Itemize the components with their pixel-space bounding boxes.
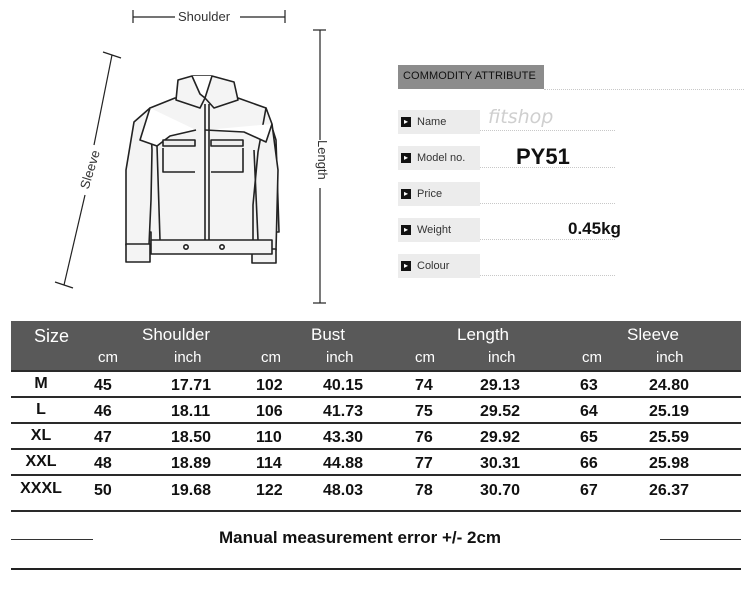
shoulder-label: Shoulder bbox=[178, 9, 231, 24]
measurement-cell: 25.98 bbox=[649, 455, 690, 472]
group-header-sleeve: Sleeve bbox=[627, 325, 679, 344]
measurement-cell: 67 bbox=[580, 482, 598, 499]
measurement-cell: 122 bbox=[256, 482, 283, 499]
chevron-right-icon: ▸ bbox=[401, 189, 411, 199]
table-rule bbox=[11, 396, 741, 398]
sleeve-label: Sleeve bbox=[76, 148, 103, 191]
measurement-cell: 19.68 bbox=[171, 482, 212, 499]
measurement-cell: 18.89 bbox=[171, 455, 212, 472]
measurement-cell: 74 bbox=[415, 377, 433, 394]
table-rule bbox=[11, 510, 741, 512]
measurement-cell: 64 bbox=[580, 403, 598, 420]
size-table-header bbox=[11, 321, 741, 370]
chevron-right-icon: ▸ bbox=[401, 225, 411, 235]
measurement-cell: 45 bbox=[94, 377, 112, 394]
unit-cm: cm bbox=[415, 349, 435, 366]
measurement-cell: 76 bbox=[415, 429, 433, 446]
unit-cm: cm bbox=[261, 349, 281, 366]
attribute-header-text: COMMODITY ATTRIBUTE bbox=[403, 70, 536, 82]
measurement-cell: 17.71 bbox=[171, 377, 212, 394]
measurement-cell: 75 bbox=[415, 403, 433, 420]
attribute-label: Name bbox=[417, 116, 447, 128]
measurement-cell: 106 bbox=[256, 403, 283, 420]
size-cell: XL bbox=[30, 427, 52, 444]
measurement-cell: 29.52 bbox=[480, 403, 521, 420]
measurement-cell: 30.70 bbox=[480, 482, 521, 499]
chevron-right-icon: ▸ bbox=[401, 153, 411, 163]
measurement-note: Manual measurement error +/- 2cm bbox=[218, 528, 502, 547]
measurement-cell: 18.11 bbox=[171, 403, 211, 420]
measurement-cell: 66 bbox=[580, 455, 598, 472]
brand-logo: fitshop bbox=[488, 106, 554, 128]
table-rule bbox=[11, 370, 741, 372]
measurement-cell: 25.19 bbox=[649, 403, 690, 420]
measurement-cell: 102 bbox=[256, 377, 283, 394]
attribute-label: Model no. bbox=[417, 152, 466, 164]
attribute-row-price bbox=[398, 182, 480, 206]
measurement-cell: 78 bbox=[415, 482, 433, 499]
measurement-cell: 40.15 bbox=[323, 377, 364, 394]
measurement-cell: 63 bbox=[580, 377, 598, 394]
group-header-length: Length bbox=[457, 325, 509, 344]
note-rule-right bbox=[660, 539, 741, 540]
attribute-row-weight bbox=[398, 218, 480, 242]
measurement-cell: 43.30 bbox=[323, 429, 364, 446]
bottom-rule bbox=[11, 568, 741, 570]
measurement-cell: 41.73 bbox=[323, 403, 364, 420]
attribute-row-name bbox=[398, 110, 480, 134]
note-rule-left bbox=[11, 539, 93, 540]
measurement-cell: 47 bbox=[94, 429, 112, 446]
measurement-cell: 65 bbox=[580, 429, 598, 446]
measurement-cell: 24.80 bbox=[649, 377, 690, 394]
measurement-cell: 48.03 bbox=[323, 482, 364, 499]
measurement-cell: 18.50 bbox=[171, 429, 212, 446]
unit-inch: inch bbox=[174, 349, 202, 366]
measurement-cell: 46 bbox=[94, 403, 112, 420]
length-label: Length bbox=[315, 140, 330, 180]
group-header-shoulder: Shoulder bbox=[142, 325, 211, 344]
measurement-cell: 26.37 bbox=[649, 482, 690, 499]
attribute-divider bbox=[480, 239, 615, 240]
measurement-cell: 110 bbox=[256, 429, 282, 446]
attribute-row-colour bbox=[398, 254, 480, 278]
measurement-cell: 77 bbox=[415, 455, 433, 472]
chevron-right-icon: ▸ bbox=[401, 117, 411, 127]
measurement-cell: 48 bbox=[94, 455, 112, 472]
size-cell: L bbox=[36, 401, 46, 418]
group-header-bust: Bust bbox=[311, 325, 346, 344]
attribute-divider bbox=[480, 203, 615, 204]
measurement-cell: 29.13 bbox=[480, 377, 521, 394]
attribute-divider bbox=[544, 89, 744, 90]
measurement-cell: 25.59 bbox=[649, 429, 690, 446]
attribute-label: Weight bbox=[417, 224, 452, 236]
table-rule bbox=[11, 422, 741, 424]
measurement-cell: 30.31 bbox=[480, 455, 521, 472]
unit-inch: inch bbox=[656, 349, 684, 366]
size-cell: XXL bbox=[25, 453, 57, 470]
attribute-label: Colour bbox=[417, 260, 450, 272]
attribute-divider bbox=[480, 130, 615, 131]
attribute-divider bbox=[480, 275, 615, 276]
attribute-header bbox=[398, 65, 544, 89]
unit-cm: cm bbox=[582, 349, 602, 366]
size-header: Size bbox=[34, 326, 70, 346]
attribute-row-model bbox=[398, 146, 480, 170]
measurement-cell: 29.92 bbox=[480, 429, 521, 446]
table-rule bbox=[11, 448, 741, 450]
measurement-cell: 50 bbox=[94, 482, 112, 499]
unit-inch: inch bbox=[488, 349, 516, 366]
chevron-right-icon: ▸ bbox=[401, 261, 411, 271]
size-cell: XXXL bbox=[20, 480, 62, 497]
size-cell: M bbox=[34, 375, 48, 392]
unit-inch: inch bbox=[326, 349, 354, 366]
measurement-cell: 114 bbox=[256, 455, 282, 472]
measurement-cell: 44.88 bbox=[323, 455, 364, 472]
model-value: PY51 bbox=[516, 144, 570, 169]
attribute-label: Price bbox=[417, 188, 443, 200]
weight-value: 0.45kg bbox=[568, 219, 621, 238]
unit-cm: cm bbox=[98, 349, 118, 366]
table-rule bbox=[11, 474, 741, 476]
jacket-outline bbox=[126, 76, 279, 263]
